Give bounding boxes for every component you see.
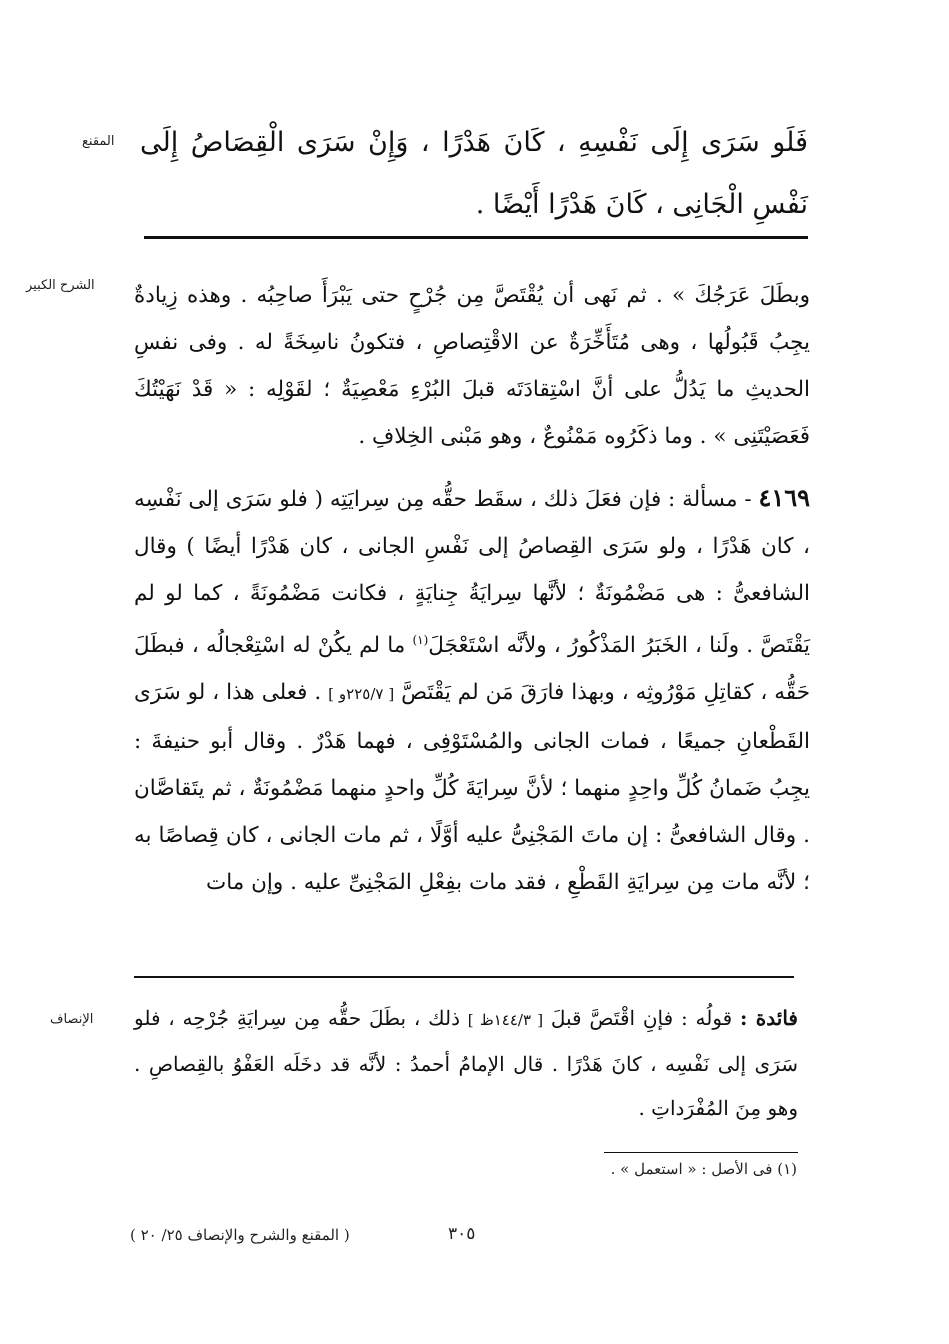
footnote: (١) فى الأصل : « استعمل » . [610,1160,797,1178]
muqni-divider [144,236,808,239]
faida-term: فائدة : [740,1006,798,1030]
footer-book-reference: ( المقنع والشرح والإنصاف ٢٥/ ٢٠ ) [130,1226,350,1244]
insaf-text-1: قولُه : فإنِ اقْتَصَّ قبلَ [543,1006,741,1030]
sharh-paragraph-2 [134,474,810,906]
insaf-label: الإنصاف [50,1012,94,1027]
insaf-paragraph [134,996,798,1130]
masala-text: - مسألة : فإن فعَلَ ذلك ، سقَط حقُّه مِن سِرايَتِه ( فلو سَرَى إلى نَفْسِه ، كان هَدْرًا ، ولو سَرَى القِصاصُ إلى نَفْسِ الجانى ، كان هَدْرًا أيضًا ) وقال الشافعىُّ : هى مَضْمُونَةٌ ؛ لأنَّها سِرايَةُ جِنايَةٍ ، فكانت مَضْمُونَةً ، كما لو لم يَقْتَصَّ . ولَنا ، الخَبَرُ المَذْكُورُ ، ولأنَّه اسْتَعْجَلَ [134,487,810,659]
footnote-ref: (١) [412,633,429,647]
sharh-paragraph-1: وبطَلَ عَرَجُكَ » . ثم نَهى أن يُقْتَصَّ مِن جُرْحٍ حتى يَبْرَأَ صاحِبُه . وهذه زِيادةٌ يجِبُ قَبُولُها ، وهى مُتَأَخِّرَةٌ عن الاقْتِصاصِ ، فتكونُ ناسِخَةً له . وفى نفسِ الحديثِ ما يَدُلُّ على أنَّ اسْتِقادَتَه قبلَ البُرْءِ مَعْصِيَةٌ ؛ لقَوْلِه : « قَدْ نَهَيْتُكَ فَعَصَيْتَنِى » . وما ذكَرُوه مَمْنُوعٌ ، وهو مَبْنى الخِلافِ . [134,283,810,449]
sharh-divider [134,976,794,978]
insaf-page-ref: [ ١٤٤/٣ظ ] [467,1011,544,1029]
masala-number: ٤١٦٩ [758,483,810,512]
sharh-label: الشرح الكبير [26,278,95,293]
manuscript-page-ref: [ ٢٢٥/٧و ] [328,685,395,704]
page-number: ٣٠٥ [448,1224,476,1244]
insaf-text-2: ذلك ، بطَلَ حقُّه مِن سِرايَةِ جُرْحِه ، فلو سَرَى إلى نَفْسِه ، كانَ هَدْرًا . قال الإمامُ أحمدُ : لأنَّه قد دخَلَه العَفْوُ بالقِصاصِ . وهو مِنَ المُفْرَداتِ . [134,1006,798,1120]
muqni-text [140,112,808,236]
insaf-text [134,996,798,1130]
masala-text-cont: ما لم يكُنْ له اسْتِعْجالُه ، فبطَلَ حَقُّه ، كقاتِلِ مَوْرُوثِه ، وبهذا فارَقَ مَن لم يَقْتَصَّ [134,633,810,706]
masala-text-end: . فعلى هذا ، لو سَرَى القَطْعانِ جميعًا ، فمات الجانى والمُسْتَوْفِى ، فهما هَدْرٌ . وقال أبو حنيفةَ : يجِبُ ضَمانُ كُلِّ واحِدٍ منهما ؛ لأنَّ سِرايَةَ كُلِّ واحدٍ منهما مَضْمُونَةٌ ، ثم يتَقاصَّان . وقال الشافعىُّ : إن ماتَ المَجْنِىُّ عليه أوَّلًا ، ثم مات الجانى ، كان قِصاصًا به ؛ لأنَّه مات مِن سِرايَةِ القَطْعِ ، فقد مات بفِعْلِ المَجْنِىِّ عليه . وإن مات [134,680,810,896]
muqni-paragraph: فَلَو سَرَى إِلَى نَفْسِهِ ، كَانَ هَدْرًا ، وَإِنْ سَرَى الْقِصَاصُ إِلَى نَفْسِ الْجَانِى ، كَانَ هَدْرًا أَيْضًا . [140,127,808,220]
footnote-divider [604,1152,798,1153]
sharh-text [134,272,810,906]
muqni-label: المقنع [82,134,115,149]
